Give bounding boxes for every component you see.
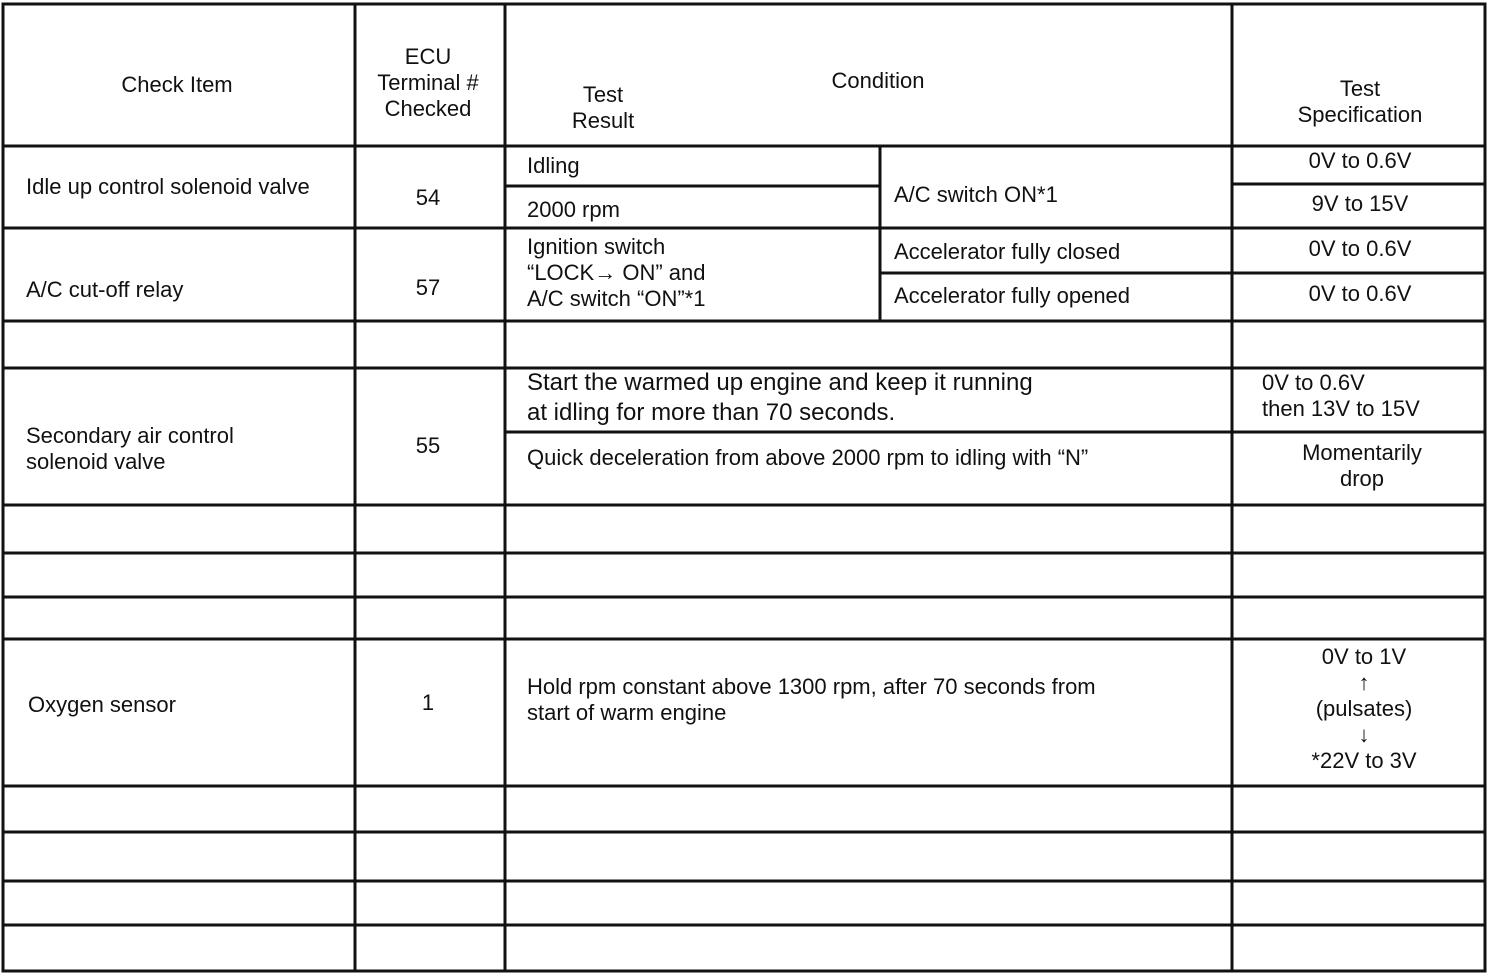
header-test-specification: Test Specification [1297,76,1423,127]
spec-idle-up-b: 9V to 15V [1311,191,1409,216]
spec-idle-up-a: 0V to 0.6V [1308,148,1412,173]
cond-secondary-air-warmup: Start the warmed up engine and keep it running at idling for more than 70 seconds. [527,369,1033,426]
item-secondary-air: Secondary air control solenoid valve [26,423,234,474]
cond-idle-up-2000rpm: 2000 rpm [527,197,620,222]
cond-ac-cutoff-ignition: Ignition switch “LOCK→ ON” and A/C switch “ON”*1 [527,234,706,311]
header-ecu-terminal: ECU Terminal # Checked [377,44,479,121]
spec-secondary-air-a: 0V to 0.6V then 13V to 15V [1262,370,1420,421]
cond-idle-up-ac-switch: A/C switch ON*1 [894,182,1058,207]
item-oxygen-sensor: Oxygen sensor [28,692,176,717]
cond-oxygen-sensor: Hold rpm constant above 1300 rpm, after 70 seconds from start of warm engine [527,674,1096,725]
header-check-item: Check Item [121,72,233,97]
item-idle-up: Idle up control solenoid valve [26,174,310,199]
cond-secondary-air-decel: Quick deceleration from above 2000 rpm to idling with “N” [527,445,1089,470]
spec-ac-cutoff-a: 0V to 0.6V [1308,236,1412,261]
header-condition: Condition [831,68,925,93]
spec-oxygen-sensor: 0V to 1V ↑ (pulsates) ↓ *22V to 3V [1311,644,1417,773]
terminal-oxygen-sensor: 1 [421,690,435,715]
item-ac-cutoff: A/C cut-off relay [26,277,184,302]
terminal-ac-cutoff: 57 [415,275,441,300]
cond-ac-cutoff-opened: Accelerator fully opened [894,283,1131,308]
cond-ac-cutoff-closed: Accelerator fully closed [894,239,1121,264]
cond-idle-up-idling: Idling [527,153,580,178]
terminal-idle-up: 54 [415,185,441,210]
header-test-result: Test Result [571,82,635,133]
spec-secondary-air-b: Momentarily drop [1302,440,1422,491]
terminal-secondary-air: 55 [415,433,441,458]
spec-ac-cutoff-b: 0V to 0.6V [1308,281,1412,306]
